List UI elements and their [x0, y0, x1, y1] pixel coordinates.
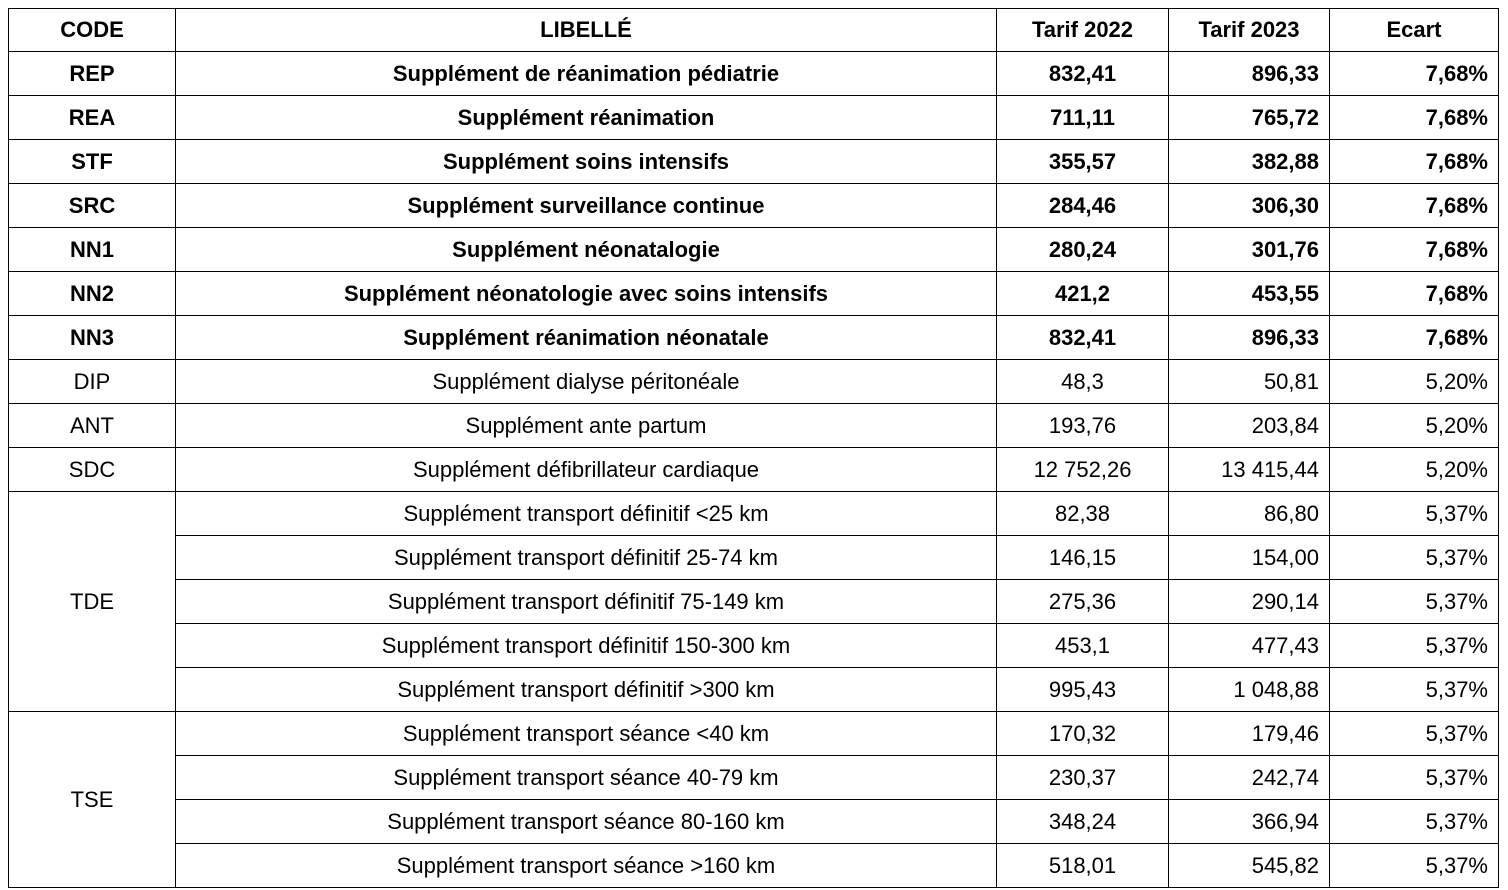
cell-tarif-2022: 711,11 — [997, 96, 1169, 140]
table-row — [9, 844, 1499, 888]
cell-tarif-2022: 284,46 — [997, 184, 1169, 228]
cell-label: Supplément transport définitif >300 km — [176, 668, 997, 712]
cell-ecart: 7,68% — [1330, 272, 1499, 316]
table-row — [9, 228, 1499, 272]
cell-ecart: 7,68% — [1330, 96, 1499, 140]
cell-code: STF — [9, 140, 176, 184]
cell-tarif-2022: 230,37 — [997, 756, 1169, 800]
cell-ecart: 5,37% — [1330, 712, 1499, 756]
cell-tarif-2022: 453,1 — [997, 624, 1169, 668]
table-row — [9, 580, 1499, 624]
cell-label: Supplément surveillance continue — [176, 184, 997, 228]
cell-tarif-2022: 82,38 — [997, 492, 1169, 536]
cell-tarif-2023: 50,81 — [1169, 360, 1330, 404]
table-row — [9, 52, 1499, 96]
cell-label: Supplément défibrillateur cardiaque — [176, 448, 997, 492]
cell-label: Supplément soins intensifs — [176, 140, 997, 184]
cell-code: DIP — [9, 360, 176, 404]
cell-code: TDE — [9, 492, 176, 712]
cell-label: Supplément transport définitif 75-149 km — [176, 580, 997, 624]
cell-tarif-2022: 355,57 — [997, 140, 1169, 184]
table-row — [9, 800, 1499, 844]
table-row — [9, 184, 1499, 228]
header-ecart: Ecart — [1330, 9, 1499, 52]
cell-label: Supplément transport séance >160 km — [176, 844, 997, 888]
cell-ecart: 5,20% — [1330, 404, 1499, 448]
table-row — [9, 712, 1499, 756]
cell-code: REA — [9, 96, 176, 140]
cell-tarif-2023: 203,84 — [1169, 404, 1330, 448]
cell-tarif-2022: 275,36 — [997, 580, 1169, 624]
cell-label: Supplément néonatologie avec soins intensifs — [176, 272, 997, 316]
cell-ecart: 5,37% — [1330, 844, 1499, 888]
cell-label: Supplément transport définitif <25 km — [176, 492, 997, 536]
cell-code: REP — [9, 52, 176, 96]
cell-label: Supplément transport définitif 25-74 km — [176, 536, 997, 580]
table-row — [9, 316, 1499, 360]
cell-tarif-2023: 366,94 — [1169, 800, 1330, 844]
cell-tarif-2023: 545,82 — [1169, 844, 1330, 888]
cell-tarif-2023: 301,76 — [1169, 228, 1330, 272]
cell-label: Supplément ante partum — [176, 404, 997, 448]
table-row — [9, 624, 1499, 668]
table-row — [9, 360, 1499, 404]
cell-ecart: 7,68% — [1330, 52, 1499, 96]
cell-label: Supplément transport séance 40-79 km — [176, 756, 997, 800]
cell-ecart: 5,37% — [1330, 580, 1499, 624]
cell-tarif-2022: 518,01 — [997, 844, 1169, 888]
cell-ecart: 7,68% — [1330, 228, 1499, 272]
table-row — [9, 140, 1499, 184]
cell-tarif-2023: 382,88 — [1169, 140, 1330, 184]
cell-tarif-2022: 48,3 — [997, 360, 1169, 404]
cell-ecart: 7,68% — [1330, 184, 1499, 228]
cell-tarif-2022: 170,32 — [997, 712, 1169, 756]
cell-tarif-2023: 896,33 — [1169, 316, 1330, 360]
cell-tarif-2023: 290,14 — [1169, 580, 1330, 624]
cell-label: Supplément transport séance <40 km — [176, 712, 997, 756]
cell-tarif-2022: 995,43 — [997, 668, 1169, 712]
cell-tarif-2023: 477,43 — [1169, 624, 1330, 668]
cell-tarif-2023: 154,00 — [1169, 536, 1330, 580]
header-label: LIBELLÉ — [176, 9, 997, 52]
header-tarif-2023: Tarif 2023 — [1169, 9, 1330, 52]
cell-tarif-2023: 306,30 — [1169, 184, 1330, 228]
cell-ecart: 5,37% — [1330, 756, 1499, 800]
cell-tarif-2022: 348,24 — [997, 800, 1169, 844]
table-row — [9, 668, 1499, 712]
cell-ecart: 7,68% — [1330, 316, 1499, 360]
cell-tarif-2023: 765,72 — [1169, 96, 1330, 140]
cell-ecart: 5,37% — [1330, 492, 1499, 536]
header-tarif-2022: Tarif 2022 — [997, 9, 1169, 52]
cell-tarif-2022: 280,24 — [997, 228, 1169, 272]
cell-tarif-2023: 13 415,44 — [1169, 448, 1330, 492]
table-row — [9, 756, 1499, 800]
cell-code: TSE — [9, 712, 176, 888]
cell-code: NN2 — [9, 272, 176, 316]
cell-code: SDC — [9, 448, 176, 492]
table-row — [9, 492, 1499, 536]
cell-tarif-2022: 832,41 — [997, 52, 1169, 96]
cell-label: Supplément néonatalogie — [176, 228, 997, 272]
cell-tarif-2023: 896,33 — [1169, 52, 1330, 96]
cell-tarif-2023: 86,80 — [1169, 492, 1330, 536]
cell-code: SRC — [9, 184, 176, 228]
tarifs-table — [8, 8, 1499, 888]
cell-ecart: 5,37% — [1330, 536, 1499, 580]
cell-tarif-2023: 453,55 — [1169, 272, 1330, 316]
cell-label: Supplément réanimation néonatale — [176, 316, 997, 360]
cell-tarif-2022: 193,76 — [997, 404, 1169, 448]
table-row — [9, 96, 1499, 140]
cell-tarif-2022: 146,15 — [997, 536, 1169, 580]
cell-ecart: 5,37% — [1330, 624, 1499, 668]
table-row — [9, 536, 1499, 580]
cell-label: Supplément dialyse péritonéale — [176, 360, 997, 404]
cell-label: Supplément transport définitif 150-300 km — [176, 624, 997, 668]
cell-tarif-2022: 12 752,26 — [997, 448, 1169, 492]
header-code: CODE — [9, 9, 176, 52]
cell-code: NN1 — [9, 228, 176, 272]
cell-label: Supplément de réanimation pédiatrie — [176, 52, 997, 96]
cell-ecart: 7,68% — [1330, 140, 1499, 184]
cell-code: ANT — [9, 404, 176, 448]
table-row — [9, 448, 1499, 492]
cell-ecart: 5,20% — [1330, 360, 1499, 404]
cell-tarif-2022: 832,41 — [997, 316, 1169, 360]
cell-tarif-2023: 1 048,88 — [1169, 668, 1330, 712]
header-row — [9, 9, 1499, 52]
cell-label: Supplément réanimation — [176, 96, 997, 140]
cell-ecart: 5,37% — [1330, 668, 1499, 712]
cell-tarif-2023: 179,46 — [1169, 712, 1330, 756]
cell-ecart: 5,20% — [1330, 448, 1499, 492]
cell-code: NN3 — [9, 316, 176, 360]
cell-label: Supplément transport séance 80-160 km — [176, 800, 997, 844]
table-row — [9, 404, 1499, 448]
cell-ecart: 5,37% — [1330, 800, 1499, 844]
cell-tarif-2022: 421,2 — [997, 272, 1169, 316]
table-row — [9, 272, 1499, 316]
cell-tarif-2023: 242,74 — [1169, 756, 1330, 800]
